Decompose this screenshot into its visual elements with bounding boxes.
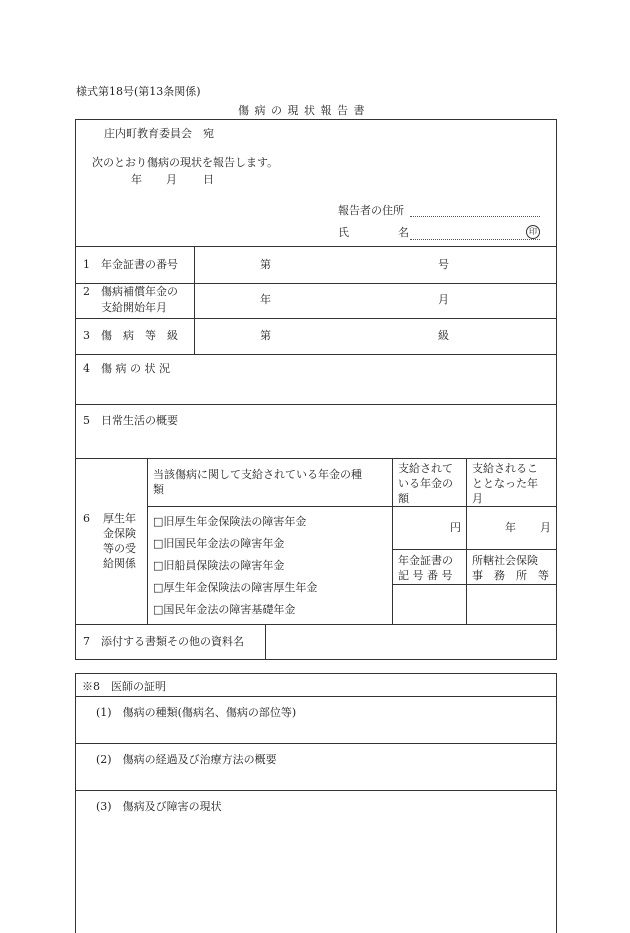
pension-type-list bbox=[153, 515, 317, 617]
col-pension-type: 当該傷病に関して支給されている年金の種 類 bbox=[153, 468, 362, 496]
recipient: 庄内町教育委員会 宛 bbox=[104, 127, 214, 140]
benefit-start-month: 月 bbox=[438, 293, 449, 306]
welfare-label: 厚生年 金保険 等の受 給関係 bbox=[103, 512, 136, 570]
date-month-label: 月 bbox=[166, 173, 177, 186]
injury-status-label: 4 傷 病 の 状 況 bbox=[83, 362, 170, 375]
daily-life-label: 5 日常生活の概要 bbox=[83, 414, 178, 427]
pension-type-checkbox[interactable]: □国民年金法の障害基礎年金 bbox=[153, 603, 296, 616]
injury-grade-prefix: 第 bbox=[260, 329, 271, 342]
office-label: 所轄社会保険 事 務 所 等 bbox=[472, 554, 549, 582]
doctor-item-1: (1) 傷病の種類(傷病名、傷病の部位等) bbox=[96, 706, 297, 719]
report-statement: 次のとおり傷病の現状を報告します。 bbox=[92, 156, 279, 169]
reporter-name-label-2: 名 bbox=[398, 226, 409, 239]
cert-number-label: 年金証書の 記 号 番 号 bbox=[398, 554, 453, 582]
amount-unit: 円 bbox=[450, 521, 461, 534]
doctor-header: ※8 医師の証明 bbox=[82, 680, 166, 693]
injury-grade-suffix: 級 bbox=[438, 329, 449, 342]
col-pension-start: 支給されるこ ととなった年 月 bbox=[472, 462, 538, 505]
page-title: 傷 病 の 現 状 報 告 書 bbox=[238, 104, 366, 117]
pension-number-prefix: 第 bbox=[260, 258, 271, 271]
benefit-start-label-2: 支給開始年月 bbox=[101, 301, 167, 314]
reporter-name-label-1: 氏 bbox=[338, 226, 349, 239]
seal-icon: 印 bbox=[526, 225, 540, 239]
injury-grade-label: 3 傷 病 等 級 bbox=[83, 329, 178, 342]
attachments-label: 7 添付する書類その他の資料名 bbox=[83, 635, 244, 648]
benefit-start-year: 年 bbox=[260, 293, 271, 306]
date-day-label: 日 bbox=[203, 173, 214, 186]
reporter-address-label: 報告者の住所 bbox=[338, 204, 404, 217]
pension-type-checkbox[interactable]: □旧国民年金法の障害年金 bbox=[153, 537, 285, 550]
start-month: 月 bbox=[540, 521, 551, 534]
pension-number-label: 1 年金証書の番号 bbox=[83, 258, 178, 271]
date-year-label: 年 bbox=[131, 173, 142, 186]
pension-number-suffix: 号 bbox=[438, 258, 449, 271]
doctor-item-3: (3) 傷病及び障害の現状 bbox=[96, 800, 222, 813]
pension-type-checkbox[interactable]: □旧厚生年金保険法の障害年金 bbox=[153, 515, 307, 528]
welfare-num: 6 bbox=[83, 512, 90, 525]
benefit-start-label-1: 2 傷病補償年金の bbox=[83, 285, 178, 298]
col-pension-amount: 支給されて いる年金の 額 bbox=[398, 462, 453, 505]
name-line[interactable] bbox=[410, 239, 540, 240]
doctor-item-2: (2) 傷病の経過及び治療方法の概要 bbox=[96, 753, 277, 766]
pension-type-checkbox[interactable]: □旧船員保険法の障害年金 bbox=[153, 559, 285, 572]
pension-type-checkbox[interactable]: □厚生年金保険法の障害厚生年金 bbox=[153, 581, 318, 594]
form-number: 様式第18号(第13条関係) bbox=[76, 85, 201, 98]
start-year: 年 bbox=[505, 521, 516, 534]
address-line[interactable] bbox=[410, 216, 540, 217]
